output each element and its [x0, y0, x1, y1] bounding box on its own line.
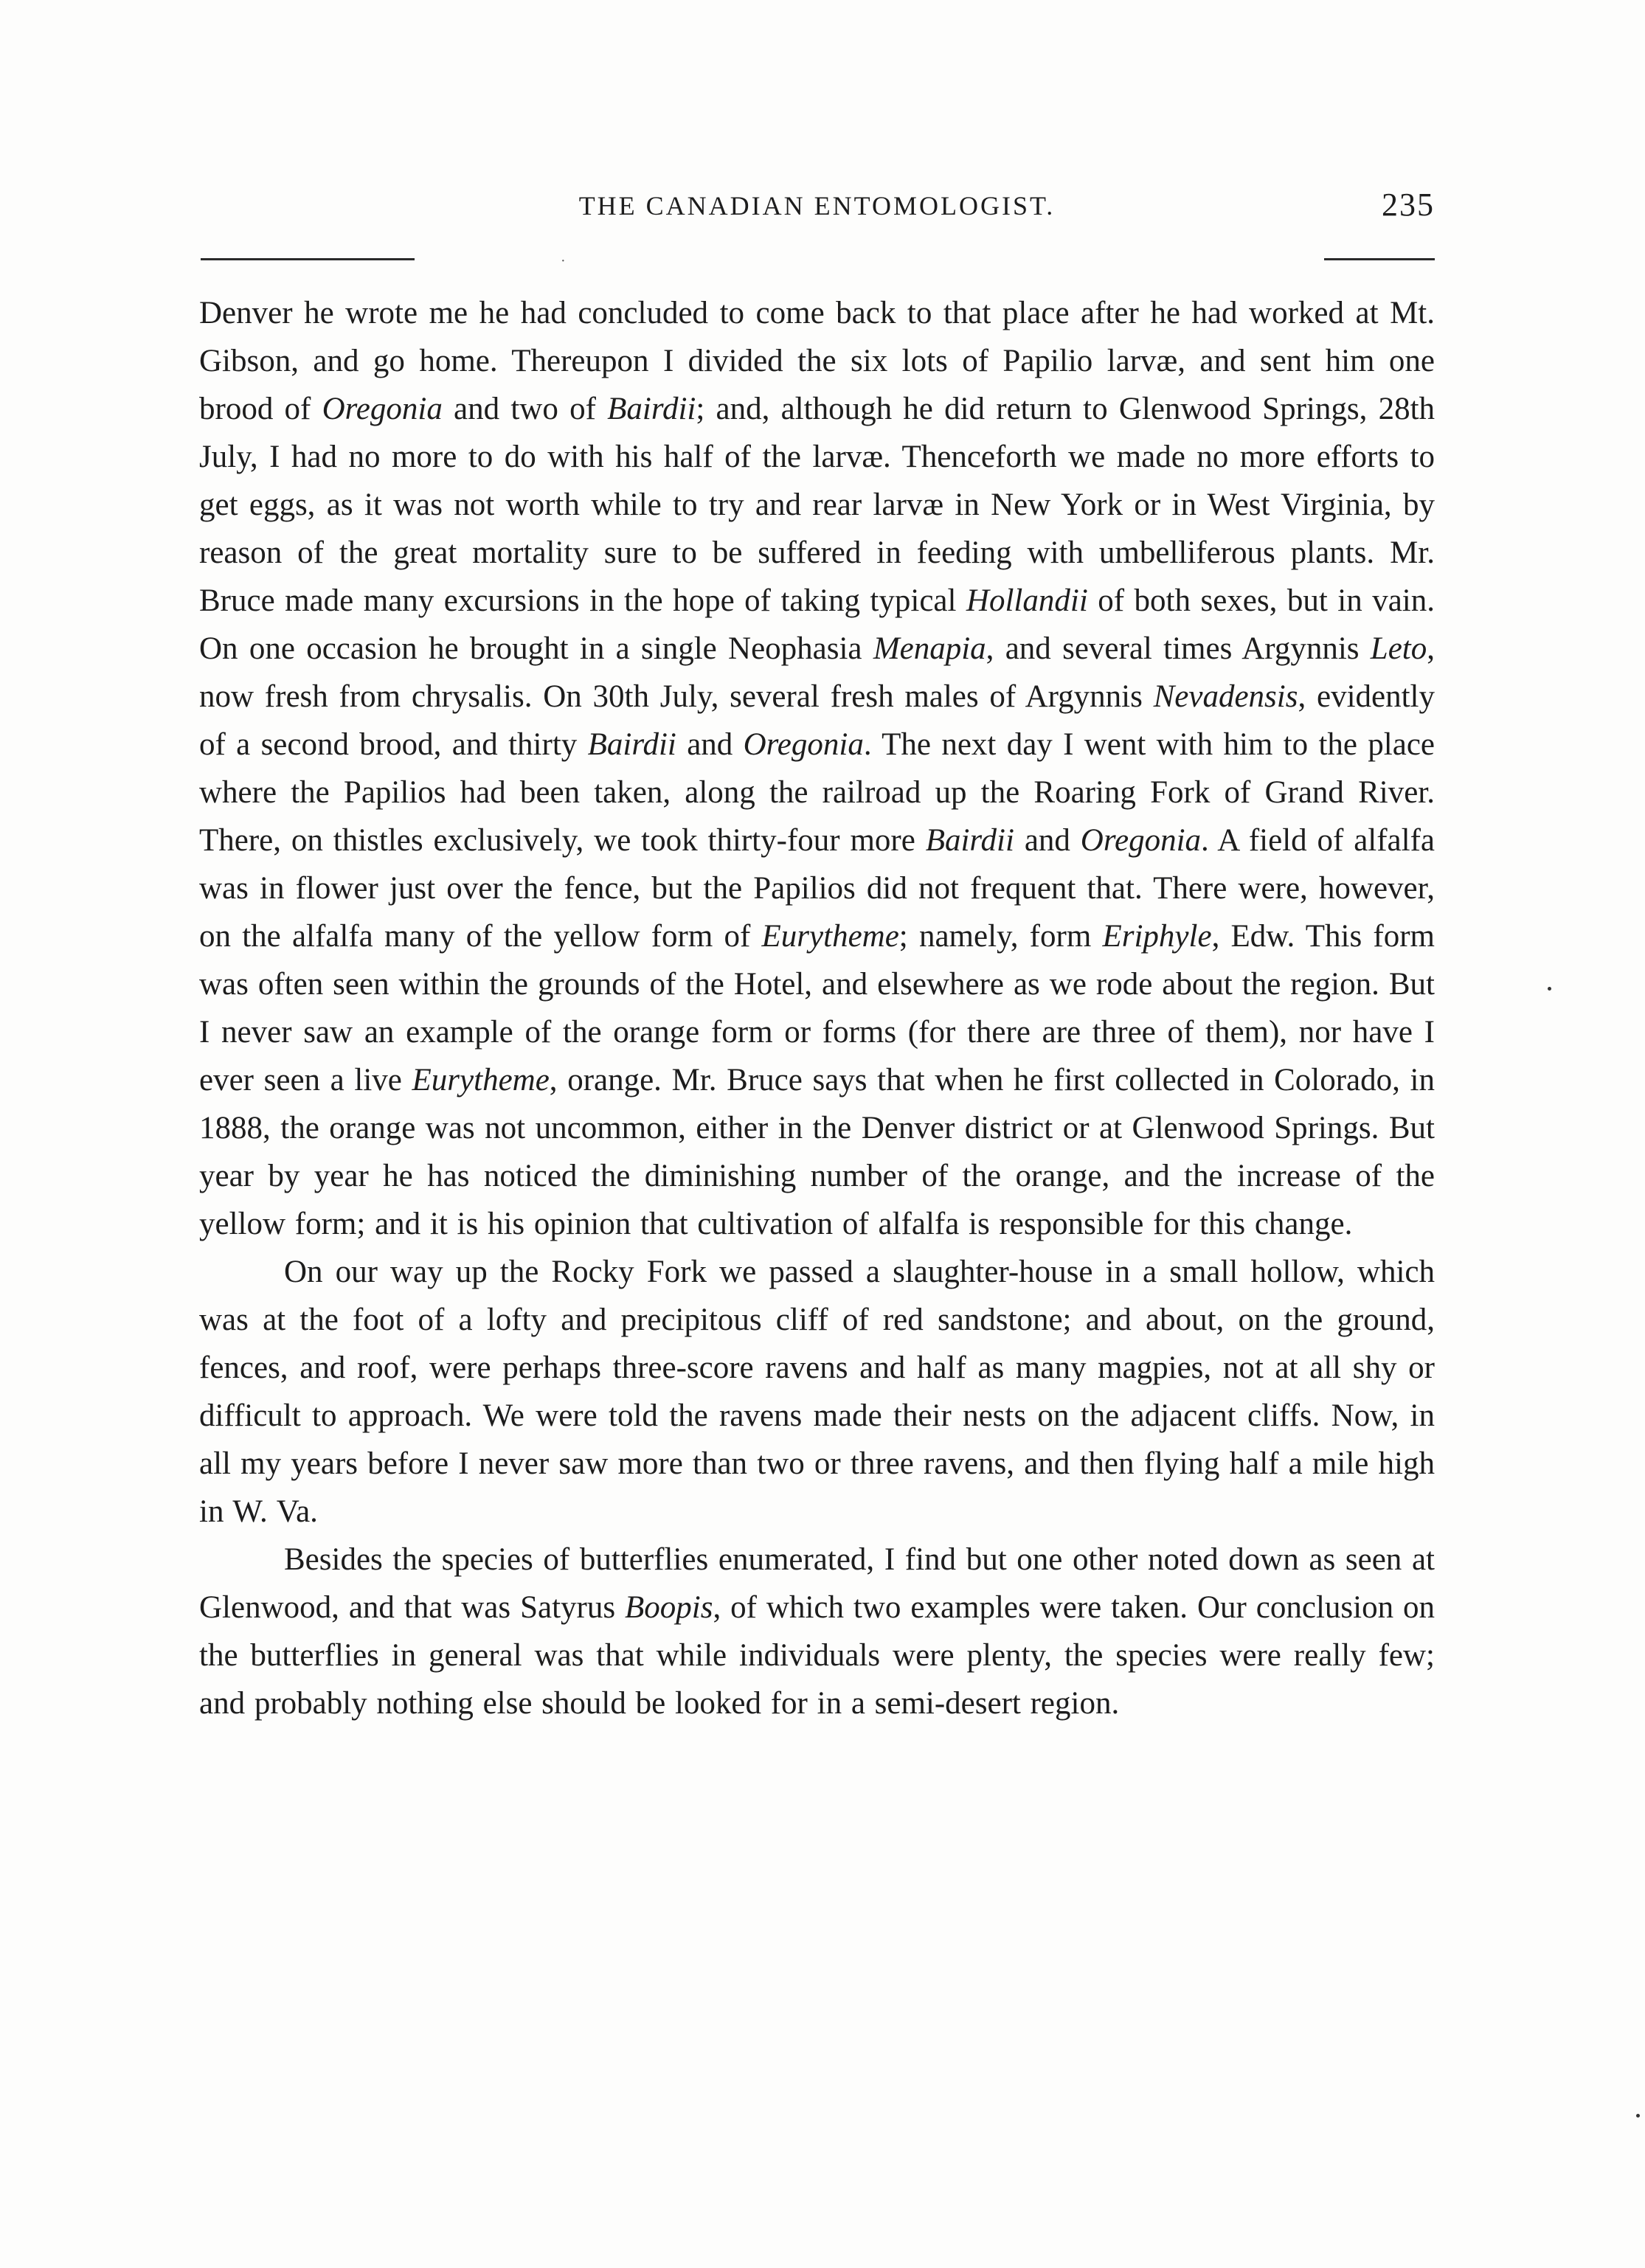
header-rule-dots: · — [561, 253, 566, 269]
italic-term: Eurytheme — [761, 919, 899, 954]
header-rule-right — [1324, 258, 1435, 260]
text-run: and — [676, 727, 744, 762]
italic-term: Eriphyle — [1102, 919, 1212, 954]
text-run: , evidently of a second brood, and thirty — [199, 679, 1435, 762]
italic-term: Bairdii — [925, 823, 1014, 858]
text-run: . A field of alfalfa was in flower just over the fence, but the Papilios did not frequent that. There were, however, on the alfalfa many of the yellow form of — [199, 823, 1435, 954]
text-run: , of which two examples were taken. Our conclusion on the butterflies in general was that while individuals were plenty, the species were really few; and probably nothing else should be looked for in a semi-desert region. — [199, 1590, 1436, 1721]
italic-term: Bairdii — [607, 392, 696, 426]
text-run: of both sexes, but in vain. On one occasion he brought in a single Neophasia — [199, 583, 1435, 666]
header-rule-left — [201, 258, 415, 260]
running-head — [199, 187, 1435, 235]
italic-term: Oregonia — [322, 392, 443, 426]
text-run: . The next day I went with him to the place where the Papilios had been taken, along the railroad up the Roaring Fork of Grand River. There, on thistles exclusively, we took thirty-four more — [199, 727, 1436, 858]
scan-speck — [1548, 987, 1551, 991]
running-title: THE CANADIAN ENTOMOLOGIST. — [578, 191, 1056, 221]
text-run: Denver he wrote me he had concluded to come back to that place after he had worked at Mt. Gibson, and go home. Thereupon I divided the six lots of Papilio larvæ, and sent him one brood of — [199, 296, 1435, 426]
italic-term: Leto — [1370, 631, 1427, 666]
text-run: , orange. Mr. Bruce says that when he first collected in Colorado, in 1888, the orange was not uncommon, either in the Denver district or at Glenwood Springs. But year by year he has noticed the diminishing number of the orange, and the increase of the yellow form; and it is his opinion that cultivation of alfalfa is responsible for this change. — [199, 1063, 1435, 1241]
text-run: On our way up the Rocky Fork we passed a slaughter-house in a small hollow, which was at the foot of a lofty and precipitous cliff of red sandstone; and about, on the ground, fences, and roof, were perhaps three-score ravens and half as many magpies, not at all shy or difficult to approach. We were told the ravens made their nests on the adjacent cliffs. Now, in all my years before I never saw more than two or three ravens, and then flying half a mile high in W. Va. — [199, 1255, 1435, 1529]
italic-term: Bairdii — [587, 727, 676, 762]
italic-term: Nevadensis — [1153, 679, 1298, 714]
italic-term: Boopis — [625, 1590, 713, 1625]
text-run: , Edw. This form was often seen within the grounds of the Hotel, and elsewhere as we rode about the region. But I never saw an example of the orange form or forms (for there are three of them), nor have I ever seen a live — [199, 919, 1435, 1097]
page-number: 235 — [1382, 187, 1435, 223]
paragraph-1 — [199, 289, 1435, 1248]
italic-term: Hollandii — [966, 583, 1088, 618]
text-run: , now fresh from chrysalis. On 30th July, several fresh males of Argynnis — [199, 631, 1435, 714]
italic-term: Menapia — [873, 631, 986, 666]
italic-term: Oregonia — [1080, 823, 1202, 858]
paragraph-2 — [199, 1248, 1435, 1536]
text-run: , and several times Argynnis — [986, 631, 1371, 666]
text-run: Besides the species of butterflies enumerated, I find but one other noted down as seen at Glenwood, and that was Satyrus — [199, 1542, 1435, 1625]
body-text — [199, 289, 1435, 1727]
italic-term: Eurytheme — [412, 1063, 550, 1097]
italic-term: Oregonia — [743, 727, 864, 762]
text-run: ; and, although he did return to Glenwood Springs, 28th July, I had no more to do with his half of the larvæ. Thenceforth we made no more efforts to get eggs, as it was not worth while to try and rear larvæ in New York or in West Virginia, by reason of the great mortality sure to be suffered in feeding with umbelliferous plants. Mr. Bruce made many excursions in the hope of taking typical — [199, 392, 1436, 618]
scan-speck — [1636, 2114, 1640, 2118]
text-run: ; namely, form — [898, 919, 1103, 954]
paragraph-3 — [199, 1536, 1435, 1727]
text-run: and two of — [442, 392, 608, 426]
text-run: and — [1014, 823, 1081, 858]
